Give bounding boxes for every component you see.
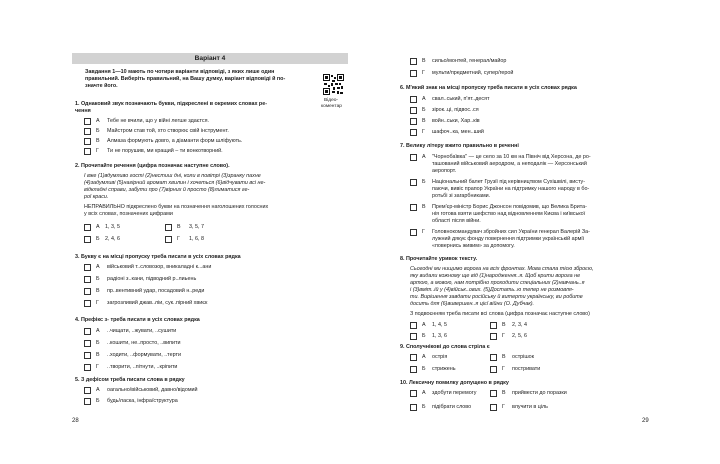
q6-option-c-letter: В: [422, 118, 426, 124]
q6-option-b-letter: Б: [422, 107, 426, 113]
q2-title: 2. Прочитайте речення (цифра позначає наступне слово).: [75, 163, 230, 169]
q6-option-c-checkbox[interactable]: [410, 118, 417, 125]
q8-title: 8. Прочитайте уривок тексту.: [400, 256, 478, 262]
q2-option-a-letter: А: [96, 224, 100, 230]
q9-option-c-text: острішок: [512, 354, 535, 360]
q9-title: 9. Сполучнікові до слова стріла є: [400, 344, 490, 350]
q6-option-d-checkbox[interactable]: [410, 129, 417, 136]
q5-option-c-letter: В: [422, 58, 426, 64]
q1-option-a-letter: А: [96, 118, 100, 124]
q3-option-d-letter: Г: [96, 300, 99, 306]
q10-title: 10. Лексичну помилку допущено в рядку: [400, 380, 509, 386]
q8-option-d-text: 2, 5, 6: [512, 333, 527, 339]
variant-title: Варіант 4: [194, 55, 226, 62]
q6-option-a-letter: А: [422, 96, 426, 102]
q8-option-d-letter: Г: [502, 333, 505, 339]
q2-option-c-checkbox[interactable]: [165, 224, 172, 231]
q3-option-b-text: радіоні з..кани, підводний р..лиьень: [107, 276, 197, 282]
q2-option-d-letter: Г: [177, 236, 180, 242]
q1-title-2: чення: [75, 108, 91, 114]
q10-option-c-checkbox[interactable]: [490, 390, 497, 397]
q10-option-d-checkbox[interactable]: [490, 404, 497, 411]
instructions-line-2: правильний. Виберіть правильний, на Вашу думку, варіант відповіді й по-: [85, 76, 286, 82]
q1-option-c-letter: В: [96, 138, 100, 144]
q1-option-b-checkbox[interactable]: [84, 128, 91, 135]
q7-option-b-checkbox[interactable]: [410, 179, 417, 186]
q4-option-c-letter: В: [96, 352, 100, 358]
q10-option-a-checkbox[interactable]: [410, 390, 417, 397]
q2-option-b-letter: Б: [96, 236, 100, 242]
q7-option-b-line-3: ротьбі зі загарбниками.: [432, 193, 491, 199]
q7-option-a-checkbox[interactable]: [410, 154, 417, 161]
q6-option-d-text: шафоч..ка, мен..ший: [432, 129, 484, 135]
q7-option-b-letter: Б: [422, 179, 426, 185]
q9-option-a-letter: А: [422, 354, 426, 360]
q8-text-2: яку видали кожному ще від (1)народження..я. Щоб крити ворога не: [410, 273, 581, 279]
right-page: [360, 0, 720, 464]
q10-option-b-text: підібрати слово: [432, 404, 472, 410]
q10-option-c-text: прийвести до поразки: [512, 390, 567, 396]
q7-title: 7. Велику літеру вжито правильно в реченні: [400, 143, 519, 149]
q7-option-c-line-1: Прем'єр-міністр Борис Джонсон повідомив, що Велика Брита-: [432, 204, 587, 210]
q7-option-a-line-1: "Чорнобаївка" — це село за 10 км на Північ від Херсона, де ро-: [432, 154, 591, 160]
q1-option-d-letter: Г: [96, 148, 99, 154]
q4-option-d-text: ..творити, ..пітнути, ..кріпити: [107, 364, 178, 370]
q4-option-b-text: ..кошити, не..просто, ..випити: [107, 340, 181, 346]
q8-option-c-checkbox[interactable]: [490, 322, 497, 329]
q7-option-c-line-3: області після війни.: [432, 218, 481, 224]
q1-option-b-text: Майстром став той, хто створює свій інструмент.: [107, 128, 229, 134]
q8-option-a-text: 1, 4, 5: [432, 322, 447, 328]
q5-option-c-checkbox[interactable]: [410, 58, 417, 65]
q8-option-b-text: 1, 3, 6: [432, 333, 447, 339]
q2-prompt-1: НЕПРАВИЛЬНО підкреслено букви на позначення наголошених голосних: [84, 204, 269, 210]
q3-option-b-checkbox[interactable]: [84, 276, 91, 283]
q5-option-d-checkbox[interactable]: [410, 70, 417, 77]
q7-option-a-letter: А: [422, 154, 426, 160]
q4-option-a-text: ..чищати, ..жувати, ..сушити: [107, 328, 177, 334]
q3-option-b-letter: Б: [96, 276, 100, 282]
q10-option-b-letter: Б: [422, 404, 426, 410]
q2-text-4: рої краси.: [84, 194, 109, 200]
qr-label-2: коментар: [321, 104, 342, 109]
q8-text-5: ти. Вирішення завдати російську й витерти українську, ви робите: [410, 294, 583, 300]
q2-option-a-text: 1, 3, 5: [105, 224, 120, 230]
q10-option-a-text: здобути перемогу: [432, 390, 477, 396]
q1-option-a-checkbox[interactable]: [84, 118, 91, 125]
q8-text-4: і (3)вміт..ій у (4)військ..ових. (5)Достать..ю тепер не розмовля-: [410, 287, 574, 293]
q6-option-b-text: зірок..ці, підвос..ся: [432, 107, 479, 113]
q7-option-c-checkbox[interactable]: [410, 204, 417, 211]
q9-option-c-letter: В: [502, 354, 506, 360]
q2-option-a-checkbox[interactable]: [84, 224, 91, 231]
instructions-line-3: значте його.: [85, 83, 118, 89]
q2-option-c-text: 3, 5, 7: [189, 224, 204, 230]
q9-option-b-letter: Б: [422, 366, 426, 372]
q10-option-c-letter: В: [502, 390, 506, 396]
q10-option-b-checkbox[interactable]: [410, 404, 417, 411]
q9-option-b-text: стрижень: [432, 366, 456, 372]
q4-option-b-letter: Б: [96, 340, 100, 346]
q5-option-b-text: будь/ласка, інфра/структура: [107, 398, 178, 404]
q4-option-c-text: ..ходити, ..формувати, ..терти: [107, 352, 181, 358]
q7-option-a-line-3: аеропорт.: [432, 168, 457, 174]
q3-title: 3. Букву є на місці пропуску треба писати в усіх словах рядка: [75, 254, 241, 260]
q3-option-c-text: пр..вентивний удар, посадовий н..реди: [107, 288, 205, 294]
q3-option-c-letter: В: [96, 288, 100, 294]
q1-option-c-text: Алмаза формують довго, а діаманти форм шліфують.: [107, 138, 243, 144]
q7-option-d-line-1: Головнокомандувач збройних сил України генерал Валерій За-: [432, 229, 590, 235]
q9-option-d-letter: Г: [502, 366, 505, 372]
q10-option-d-letter: Г: [502, 404, 505, 410]
q3-option-c-checkbox[interactable]: [84, 288, 91, 295]
q5-option-c-text: сильо/монтей, генерал/майор: [432, 58, 507, 64]
q8-text-3: артою, а мовою, нам потрібно проходити спеціальних (2)навчань..я: [410, 280, 585, 286]
q7-option-c-line-2: нія готова взяти шефство над відновленням Києва і київської: [432, 211, 586, 217]
q4-option-d-letter: Г: [96, 364, 99, 370]
q9-option-a-text: острія: [432, 354, 448, 360]
q8-option-c-text: 2, 3, 4: [512, 322, 527, 328]
q7-option-b-line-2: паючи, вивіс прапор України на підтримку нашого народу в бо-: [432, 186, 590, 192]
q7-option-c-letter: В: [422, 204, 426, 210]
q2-option-b-checkbox[interactable]: [84, 236, 91, 243]
q1-option-a-text: Тебе не вчили, що у війні легше здаєтся.: [107, 118, 210, 124]
q8-option-a-letter: А: [422, 322, 426, 328]
q5-option-b-letter: Б: [96, 398, 100, 404]
q8-text-6: досить для (6)вивершен..я цієї війни (О. Дубчак).: [410, 301, 535, 307]
q10-option-d-text: влучити в ціль: [512, 404, 548, 410]
q4-option-d-checkbox[interactable]: [84, 364, 91, 371]
q5-option-a-checkbox[interactable]: [84, 387, 91, 394]
q1-option-b-letter: Б: [96, 128, 100, 134]
q8-option-b-letter: Б: [422, 333, 426, 339]
q8-text-1: Сьогодні ми нищимо ворога на всіх фронтах. Мова стала тією зброєю,: [410, 266, 594, 272]
q5-option-d-letter: Г: [422, 70, 425, 76]
q7-option-d-line-3: «повернись живим» за допомогу.: [432, 243, 515, 249]
q6-option-a-text: свал..ський, п'ят..десят: [432, 96, 490, 102]
q5-title: 5. З дефісом треба писати слова в рядку: [75, 377, 185, 383]
qr-label-1: Відео-: [324, 98, 338, 103]
q9-option-d-text: постривати: [512, 366, 541, 372]
q2-text-3: відкладні справи, забути про (7)вірних й просто (8)лиматися ге-: [84, 187, 250, 193]
q4-option-c-checkbox[interactable]: [84, 352, 91, 359]
q7-option-d-checkbox[interactable]: [410, 229, 417, 236]
q5-option-a-text: оагально/військовий, давно/відомий: [107, 387, 198, 393]
q4-option-a-letter: А: [96, 328, 100, 334]
q4-option-b-checkbox[interactable]: [84, 340, 91, 347]
q2-prompt-2: у всіх словах, позначених цифрами: [84, 211, 173, 217]
q2-option-d-text: 1, 6, 8: [189, 236, 204, 242]
page-number-left: 28: [72, 418, 79, 424]
q9-option-b-checkbox[interactable]: [410, 366, 417, 373]
q3-option-d-checkbox[interactable]: [84, 300, 91, 307]
q2-text-1: І вже (1)вдумливо гості (2)нестиш дні, коли в повітрі (3)зранку пахне: [84, 173, 261, 179]
q1-option-c-checkbox[interactable]: [84, 138, 91, 145]
q4-option-a-checkbox[interactable]: [84, 328, 91, 335]
instructions-line-1: Завдання 1—10 мають по чотири варіанти відповіді, з яких лише один: [85, 69, 275, 75]
q1-option-d-checkbox[interactable]: [84, 148, 91, 155]
q4-title: 4. Префікс з- треба писати в усіх словах рядка: [75, 317, 200, 323]
page-number-right: 29: [642, 418, 649, 424]
q5-option-a-letter: А: [96, 387, 100, 393]
q1-option-d-text: Ти не порушив, ми кращий – ти вонкотворний.: [107, 148, 223, 154]
q2-text-2: (4)задумливі (5)нагірний аромат хвилин і хочеться (6)відчувати всі не-: [84, 180, 266, 186]
q7-option-d-line-2: лужний дякує фонду повернення підтримки українській армії: [432, 236, 585, 242]
q9-option-d-checkbox[interactable]: [490, 366, 497, 373]
q10-option-a-letter: А: [422, 390, 426, 396]
q2-option-b-text: 2, 4, 6: [105, 236, 120, 242]
q6-option-b-checkbox[interactable]: [410, 107, 417, 114]
q8-option-c-letter: В: [502, 322, 506, 328]
q2-option-d-checkbox[interactable]: [165, 236, 172, 243]
q5-option-b-checkbox[interactable]: [84, 398, 91, 405]
q6-title: 6. М'який знак на місці пропуску треба писати в усіх словах рядка: [400, 85, 577, 91]
q7-option-d-letter: Г: [422, 229, 425, 235]
q3-option-a-text: військовий т..словозор, вникаладні к...ани: [107, 264, 212, 270]
q9-option-a-checkbox[interactable]: [410, 354, 417, 361]
q3-option-a-letter: А: [96, 264, 100, 270]
q8-option-b-checkbox[interactable]: [410, 333, 417, 340]
q6-option-a-checkbox[interactable]: [410, 96, 417, 103]
q5-option-d-text: мульти/предметний, супер/герой: [432, 70, 514, 76]
q6-option-d-letter: Г: [422, 129, 425, 135]
q3-option-d-text: загрозливий джав..ліи, сук..пірний хвиєк: [107, 300, 208, 306]
q8-option-d-checkbox[interactable]: [490, 333, 497, 340]
q1-title-1: 1. Однаковий звук позначають букви, підкреслені в окремих словах ре-: [75, 101, 268, 107]
q9-option-c-checkbox[interactable]: [490, 354, 497, 361]
qr-code-icon[interactable]: [323, 74, 344, 95]
variant-banner: [72, 53, 348, 64]
q2-option-c-letter: В: [177, 224, 181, 230]
q6-option-c-text: войн..ськи, Хар..ків: [432, 118, 480, 124]
q8-option-a-checkbox[interactable]: [410, 322, 417, 329]
q7-option-a-line-2: ташований військовий аеродром, а неподалік — Херсонський: [432, 161, 587, 167]
q3-option-a-checkbox[interactable]: [84, 264, 91, 271]
q8-prompt: З подвоєнням треба писати всі слова (цифра позначає наступне слово): [410, 311, 590, 317]
q7-option-b-line-1: Національний балет Грузії під керівництвом Сухішвілі, висту-: [432, 179, 585, 185]
